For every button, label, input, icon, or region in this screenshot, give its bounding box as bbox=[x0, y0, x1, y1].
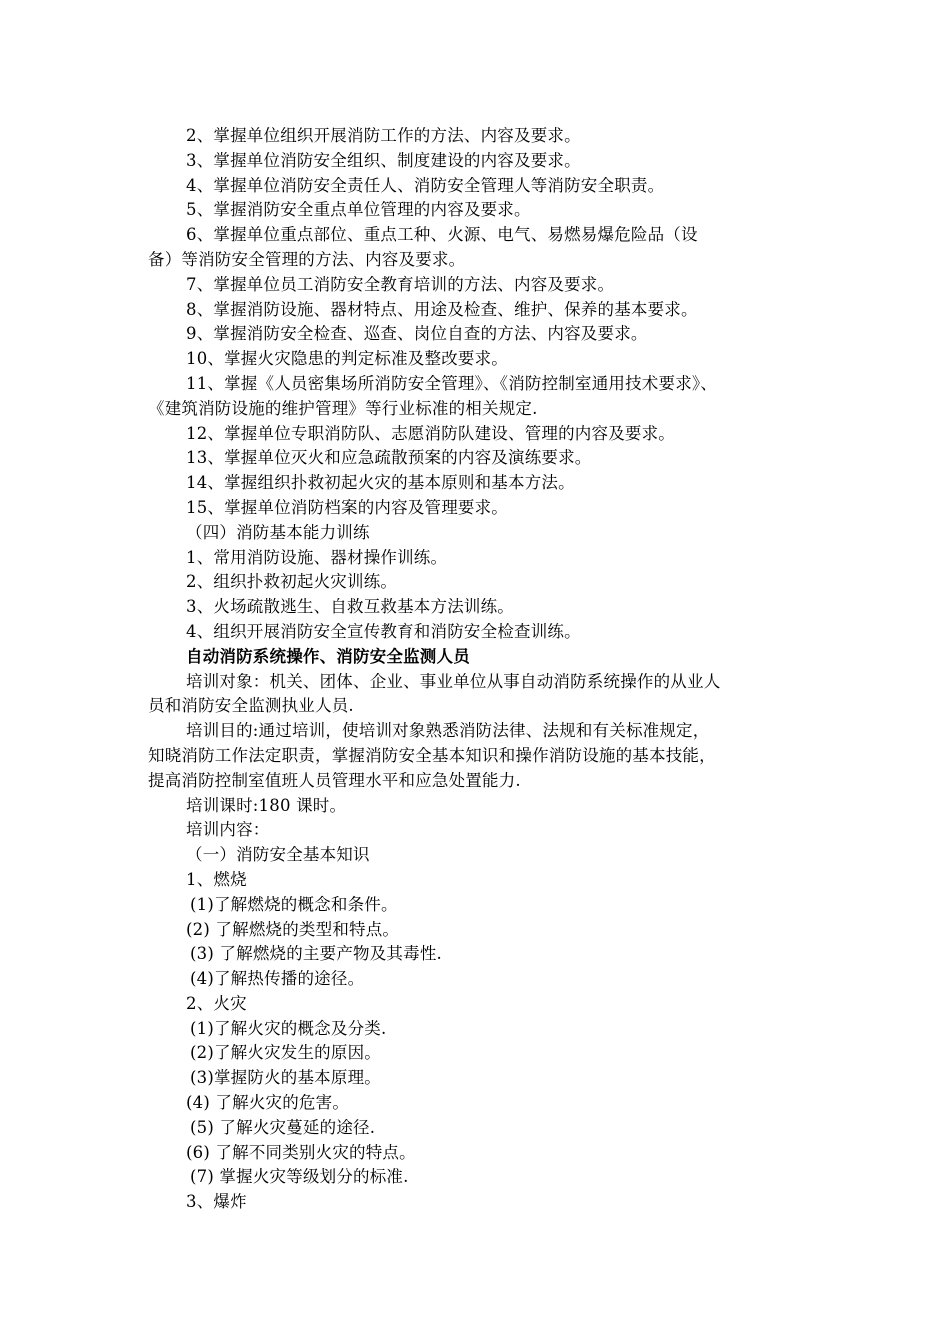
text-line: 提高消防控制室值班人员管理水平和应急处置能力. bbox=[148, 770, 521, 790]
text-line: 7、掌握单位员工消防安全教育培训的方法、内容及要求。 bbox=[186, 274, 615, 294]
section-heading: 自动消防系统操作、消防安全监测人员 bbox=[186, 646, 470, 666]
text-line: 4、掌握单位消防安全责任人、消防安全管理人等消防安全职责。 bbox=[186, 175, 665, 195]
text-line: （四）消防基本能力训练 bbox=[186, 522, 370, 542]
text-line: 3、爆炸 bbox=[186, 1192, 247, 1212]
text-line: 10、掌握火灾隐患的判定标准及整改要求。 bbox=[186, 349, 508, 369]
text-line: (4) 了解火灾的危害。 bbox=[186, 1093, 350, 1113]
text-line: 1、燃烧 bbox=[186, 869, 247, 889]
text-line: 培训课时:180 课时。 bbox=[186, 795, 347, 815]
text-line: 2、火灾 bbox=[186, 993, 247, 1013]
text-line: 6、掌握单位重点部位、重点工种、火源、电气、易燃易爆危险品（设 bbox=[186, 225, 698, 245]
text-line: 员和消防安全监测执业人员. bbox=[148, 696, 354, 716]
text-line: 4、组织开展消防安全宣传教育和消防安全检查训练。 bbox=[186, 621, 581, 641]
text-line: （一）消防安全基本知识 bbox=[186, 845, 370, 865]
document-body bbox=[0, 124, 950, 1215]
text-line: 2、组织扑救初起火灾训练。 bbox=[186, 572, 398, 592]
text-line: (5) 了解火灾蔓延的途径. bbox=[190, 1117, 376, 1137]
text-line: (6) 了解不同类别火灾的特点。 bbox=[186, 1142, 416, 1162]
text-line: (2) 了解燃烧的类型和特点。 bbox=[186, 919, 400, 939]
text-line: 13、掌握单位灭火和应急疏散预案的内容及演练要求。 bbox=[186, 448, 592, 468]
text-line: 12、掌握单位专职消防队、志愿消防队建设、管理的内容及要求。 bbox=[186, 423, 675, 443]
text-line: 培训对象：机关、团体、企业、事业单位从事自动消防系统操作的从业人 bbox=[186, 671, 721, 691]
text-line: (1)了解火灾的概念及分类. bbox=[190, 1018, 387, 1038]
text-line: 1、常用消防设施、器材操作训练。 bbox=[186, 547, 448, 567]
text-line: 培训目的:通过培训，使培训对象熟悉消防法律、法规和有关标准规定， bbox=[186, 721, 710, 741]
text-line: (3) 了解燃烧的主要产物及其毒性. bbox=[190, 944, 442, 964]
text-line: (2)了解火灾发生的原因。 bbox=[190, 1043, 381, 1063]
text-line: 3、火场疏散逃生、自救互救基本方法训练。 bbox=[186, 597, 514, 617]
text-line: 《建筑消防设施的维护管理》等行业标准的相关规定. bbox=[148, 398, 538, 418]
text-line: (4)了解热传播的途径。 bbox=[190, 969, 365, 989]
text-line: 5、掌握消防安全重点单位管理的内容及要求。 bbox=[186, 200, 531, 220]
text-line: 知晓消防工作法定职责，掌握消防安全基本知识和操作消防设施的基本技能， bbox=[148, 745, 716, 765]
text-line: (1)了解燃烧的概念和条件。 bbox=[190, 894, 398, 914]
text-line: 2、掌握单位组织开展消防工作的方法、内容及要求。 bbox=[186, 126, 581, 145]
text-line: 8、掌握消防设施、器材特点、用途及检查、维护、保养的基本要求。 bbox=[186, 299, 698, 319]
text-line: 培训内容： bbox=[186, 820, 270, 840]
text-line: 14、掌握组织扑救初起火灾的基本原则和基本方法。 bbox=[186, 473, 575, 493]
text-line: 备）等消防安全管理的方法、内容及要求。 bbox=[148, 249, 466, 269]
text-line: 15、掌握单位消防档案的内容及管理要求。 bbox=[186, 497, 508, 517]
text-line: (3)掌握防火的基本原理。 bbox=[190, 1068, 381, 1088]
text-line: 3、掌握单位消防安全组织、制度建设的内容及要求。 bbox=[186, 150, 581, 170]
text-line: (7) 掌握火灾等级划分的标准. bbox=[190, 1167, 409, 1187]
text-line: 9、掌握消防安全检查、巡查、岗位自查的方法、内容及要求。 bbox=[186, 324, 648, 344]
text-line: 11、掌握《人员密集场所消防安全管理》、《消防控制室通用技术要求》、 bbox=[186, 373, 718, 393]
